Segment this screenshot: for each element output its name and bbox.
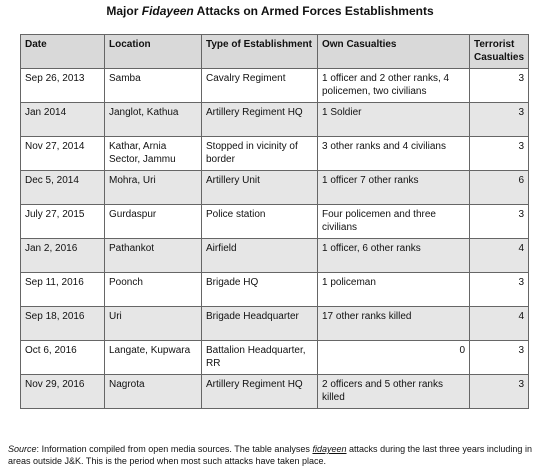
cell-own-casualties: 0 <box>318 341 470 375</box>
cell-type: Artillery Regiment HQ <box>202 375 318 409</box>
source-text-part1: : Information compiled from open media sources. The table analyses <box>36 444 310 454</box>
cell-own-casualties: 2 officers and 5 other ranks killed <box>318 375 470 409</box>
cell-terrorist-casualties: 3 <box>470 273 529 307</box>
cell-location: Gurdaspur <box>105 205 202 239</box>
cell-terrorist-casualties: 4 <box>470 307 529 341</box>
cell-type: Brigade Headquarter <box>202 307 318 341</box>
col-header-own-casualties: Own Casualties <box>318 35 470 69</box>
cell-date: Sep 26, 2013 <box>21 69 105 103</box>
table-row <box>21 137 529 171</box>
table-row <box>21 205 529 239</box>
cell-own-casualties: 1 officer 7 other ranks <box>318 171 470 205</box>
cell-date: Nov 27, 2014 <box>21 137 105 171</box>
cell-terrorist-casualties: 3 <box>470 341 529 375</box>
cell-type: Cavalry Regiment <box>202 69 318 103</box>
table-row <box>21 171 529 205</box>
cell-type: Brigade HQ <box>202 273 318 307</box>
cell-location: Nagrota <box>105 375 202 409</box>
table-row <box>21 375 529 409</box>
cell-own-casualties: 1 officer and 2 other ranks, 4 policemen, two civilians <box>318 69 470 103</box>
cell-own-casualties: Four policemen and three civilians <box>318 205 470 239</box>
cell-location: Janglot, Kathua <box>105 103 202 137</box>
cell-terrorist-casualties: 3 <box>470 103 529 137</box>
cell-type: Police station <box>202 205 318 239</box>
table-title <box>0 4 540 19</box>
source-fidayeen: fidayeen <box>312 444 347 454</box>
cell-type: Airfield <box>202 239 318 273</box>
cell-date: Oct 6, 2016 <box>21 341 105 375</box>
cell-type: Artillery Unit <box>202 171 318 205</box>
table-row <box>21 239 529 273</box>
cell-own-casualties: 17 other ranks killed <box>318 307 470 341</box>
source-note <box>8 443 532 467</box>
cell-location: Mohra, Uri <box>105 171 202 205</box>
col-header-terrorist-casualties: Terrorist Casualties <box>470 35 529 69</box>
cell-location: Uri <box>105 307 202 341</box>
cell-location: Samba <box>105 69 202 103</box>
cell-terrorist-casualties: 6 <box>470 171 529 205</box>
cell-location: Pathankot <box>105 239 202 273</box>
cell-type: Artillery Regiment HQ <box>202 103 318 137</box>
table-row <box>21 69 529 103</box>
cell-location: Poonch <box>105 273 202 307</box>
cell-own-casualties: 1 Soldier <box>318 103 470 137</box>
cell-terrorist-casualties: 3 <box>470 69 529 103</box>
attacks-table <box>20 34 529 409</box>
cell-own-casualties: 1 officer, 6 other ranks <box>318 239 470 273</box>
table-header-row <box>21 35 529 69</box>
cell-date: Sep 18, 2016 <box>21 307 105 341</box>
source-text-part2: attacks during the last three years including in areas outside J&K. This is the period when most such attacks have taken place. <box>8 444 532 466</box>
cell-type: Battalion Headquarter, RR <box>202 341 318 375</box>
col-header-location: Location <box>105 35 202 69</box>
cell-date: Jan 2014 <box>21 103 105 137</box>
col-header-type: Type of Establishment <box>202 35 318 69</box>
cell-terrorist-casualties: 3 <box>470 137 529 171</box>
table-row <box>21 103 529 137</box>
table-row <box>21 307 529 341</box>
cell-location: Kathar, Arnia Sector, Jammu <box>105 137 202 171</box>
title-prefix: Major <box>106 4 139 18</box>
cell-terrorist-casualties: 3 <box>470 205 529 239</box>
title-italic: Fidayeen <box>141 4 194 18</box>
cell-terrorist-casualties: 3 <box>470 375 529 409</box>
cell-location: Langate, Kupwara <box>105 341 202 375</box>
source-label: Source <box>8 444 37 454</box>
table-row <box>21 341 529 375</box>
cell-date: Dec 5, 2014 <box>21 171 105 205</box>
cell-date: July 27, 2015 <box>21 205 105 239</box>
cell-date: Jan 2, 2016 <box>21 239 105 273</box>
cell-own-casualties: 3 other ranks and 4 civilians <box>318 137 470 171</box>
title-suffix: Attacks on Armed Forces Establishments <box>196 4 434 18</box>
cell-own-casualties: 1 policeman <box>318 273 470 307</box>
cell-terrorist-casualties: 4 <box>470 239 529 273</box>
cell-date: Nov 29, 2016 <box>21 375 105 409</box>
col-header-date: Date <box>21 35 105 69</box>
cell-type: Stopped in vicinity of border <box>202 137 318 171</box>
table-row <box>21 273 529 307</box>
cell-date: Sep 11, 2016 <box>21 273 105 307</box>
